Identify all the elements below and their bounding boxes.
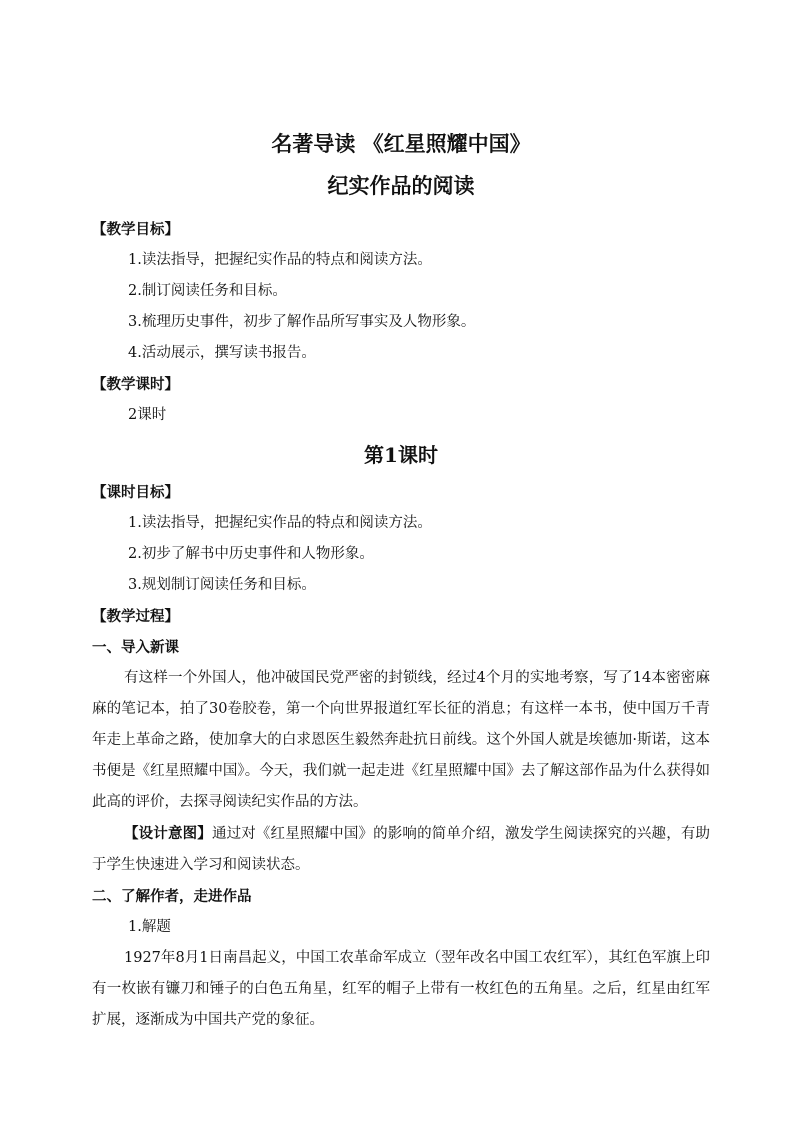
section-item: 1.解题: [128, 919, 171, 935]
lesson-goal-item: 1.读法指导，把握纪实作品的特点和阅读方法。: [128, 515, 432, 531]
design-intent-label: 【设计意图】: [124, 825, 212, 842]
design-intent-paragraph: [92, 818, 710, 881]
title-explanation-paragraph: 1927年8月1日南昌起义，中国工农革命军成立（翌年改名中国工农红军），其红色军旗上印有一枚嵌有镰刀和锤子的白色五角星，红军的帽子上带有一枚红色的五角星。之后，红星由红军扩展，逐渐成为中国共产党的象征。: [92, 950, 710, 1028]
process-label: 【教学过程】: [92, 608, 179, 625]
section-heading: 一、导入新课: [92, 639, 179, 656]
lesson-goal-item: 3.规划制订阅读任务和目标。: [128, 577, 316, 593]
design-intent-text: 通过对《红星照耀中国》的影响的简单介绍，激发学生阅读探究的兴趣，有助于学生快速进入学习和阅读状态。: [92, 826, 711, 873]
lesson-heading: 第1课时: [364, 443, 438, 467]
teaching-goals-label: 【教学目标】: [92, 221, 179, 238]
teaching-hours-value: 2课时: [128, 407, 167, 423]
lesson-goal-item: 2.初步了解书中历史事件和人物形象。: [128, 546, 374, 562]
teaching-hours-label: 【教学课时】: [92, 376, 179, 393]
teaching-goal-item: 4.活动展示，撰写读书报告。: [128, 345, 316, 361]
intro-paragraph: 有这样一个外国人，他冲破国民党严密的封锁线，经过4个月的实地考察，写了14本密密麻麻的笔记本，拍了30卷胶卷，第一个向世界报道红军长征的消息；有这样一本书，使中国万千青年走上革命之路，使加拿大的白求恩医生毅然奔赴抗日前线。这个外国人就是埃德加·斯诺，这本书便是《红星照耀中国》。今天，我们就一起走进《红星照耀中国》去了解这部作品为什么获得如此高的评价，去探寻阅读纪实作品的方法。: [92, 670, 710, 810]
section-heading: 二、了解作者，走进作品: [92, 888, 252, 905]
teaching-goal-item: 3.梳理历史事件，初步了解作品所写事实及人物形象。: [128, 314, 476, 330]
lesson-goals-label: 【课时目标】: [92, 484, 179, 501]
document-title: 名著导读 《红星照耀中国》: [271, 131, 531, 156]
teaching-goal-item: 2.制订阅读任务和目标。: [128, 283, 287, 299]
document-content: [92, 124, 710, 1036]
document-subtitle: 纪实作品的阅读: [327, 173, 475, 198]
teaching-goal-item: 1.读法指导，把握纪实作品的特点和阅读方法。: [128, 252, 432, 268]
